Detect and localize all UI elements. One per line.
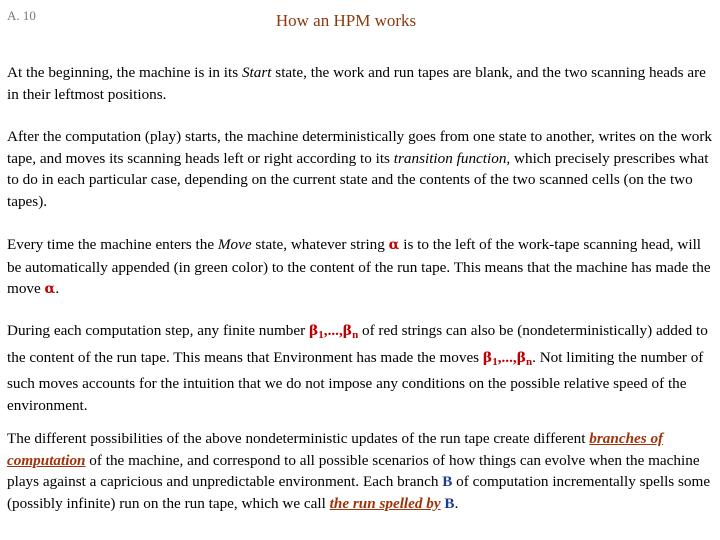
beta-symbol: β	[482, 349, 493, 366]
beta-symbol: β	[516, 349, 526, 366]
start-term: Start	[241, 64, 272, 81]
text: of computation incrementally spells some (possibly infinite) run on the run tape, which we call	[7, 473, 711, 512]
page-title: How an HPM works	[275, 11, 417, 30]
paragraph-start-state	[7, 62, 717, 105]
subscript: 1	[492, 355, 498, 368]
subscript: 1	[318, 329, 324, 341]
ellipsis: ,...,	[497, 348, 517, 366]
beta-symbol: β	[342, 323, 353, 339]
text: .	[55, 280, 60, 297]
text: . Not limiting the number of such moves accounts for the intuition that we do not impose any conditions on the possible relative speed of the environment.	[7, 348, 704, 414]
text: Every time the machine enters the	[7, 236, 218, 253]
subscript: n	[352, 329, 359, 341]
text: state, whatever string	[251, 236, 389, 253]
text: state, the work and run tapes are blank, and the two scanning heads are in their leftmost positions.	[7, 64, 706, 103]
alpha-symbol: α	[44, 281, 56, 297]
text: , which precisely prescribes what to do in each particular case, depending on the current state and the contents of the two scanned cells (on the two tapes).	[7, 149, 709, 210]
text: After the computation (play) starts, the machine deterministically goes from one state to another, writes on the work tape, and moves its scanning heads left or right according to its	[7, 128, 712, 167]
transition-function-term: transition function	[393, 149, 507, 167]
text: During each computation step, any finite number	[7, 322, 309, 339]
text: is to the left of the work-tape scanning head, will be automatically appended (in green color) to the content of the run tape. This means that the machine has made the move	[7, 236, 711, 297]
text: At the beginning, the machine is in its	[7, 64, 242, 81]
paragraph-move-state	[7, 234, 717, 301]
subscript: n	[525, 355, 533, 368]
text: The different possibilities of the above nondeterministic updates of the run tape create different	[7, 430, 590, 447]
text: of the machine, and correspond to all possible scenarios of how things can evolve when the machine plays against a capricious and unpredictable environment. Each branch	[7, 451, 700, 490]
text: .	[454, 494, 459, 512]
slide-number: A. 10	[7, 8, 36, 23]
paragraph-transition	[7, 126, 717, 212]
move-term: Move	[217, 236, 252, 253]
run-spelled-term: the run spelled by	[329, 494, 441, 512]
branch-symbol: B	[442, 473, 453, 490]
beta-symbol: β	[308, 323, 319, 339]
ellipsis: ,...,	[323, 322, 343, 339]
branch-symbol: B	[444, 494, 455, 512]
paragraph-environment-moves	[7, 320, 717, 416]
branches-term: branches of computation	[7, 430, 664, 469]
text: of red strings can also be (nondeterministically) added to the content of the run tape. This means that Environment has made the moves	[7, 322, 708, 366]
alpha-symbol: α	[388, 237, 400, 253]
paragraph-branches	[7, 428, 717, 514]
